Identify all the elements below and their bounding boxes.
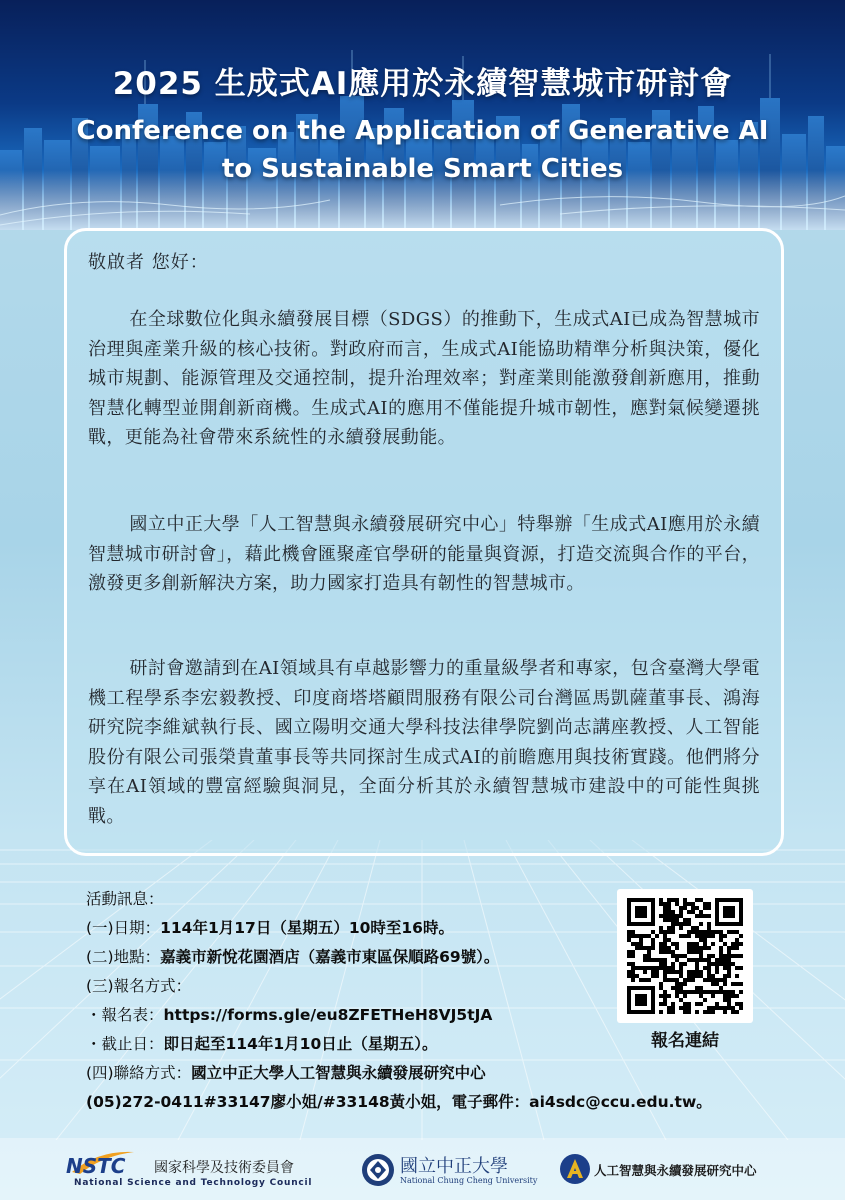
venue-label: (二)地點： xyxy=(86,948,161,966)
venue-value: 嘉義市新悅花園酒店（嘉義市東區保順路69號）。 xyxy=(160,948,500,966)
greeting: 敬啟者 您好： xyxy=(88,252,209,273)
ai4sdc-emblem-icon xyxy=(558,1152,592,1186)
deadline-label: ・截止日： xyxy=(86,1035,164,1053)
ai4sdc-logo xyxy=(558,1150,788,1190)
nstc-logo xyxy=(66,1148,346,1192)
paragraph-speakers: 研討會邀請到在AI領域具有卓越影響力的重量級學者和專家，包含臺灣大學電機工程學系李宏毅教授、印度商塔塔顧問服務有限公司台灣區馬凱薩董事長、鴻海研究院李維斌執行長、國立陽明交通大學科技法律學院劉尚志講座教授、人工智能股份有限公司張榮貴董事長等共同探討生成式AI的前瞻應用與技術實踐。他們將分享在AI領域的豐富經驗與洞見，全面分析其於永續智慧城市建設中的可能性與挑戰。 xyxy=(88,658,760,827)
nstc-name-zh: 國家科學及技術委員會 xyxy=(154,1160,294,1176)
contact-org: 國立中正大學人工智慧與永續發展研究中心 xyxy=(191,1064,486,1082)
nstc-wordmark: NSTC xyxy=(66,1154,126,1178)
paragraph-intro: 在全球數位化與永續發展目標（SDGS）的推動下，生成式AI已成為智慧城市治理與產業升級的核心技術。對政府而言，生成式AI能協助精準分析與決策，優化城市規劃、能源管理及交通控制，提升治理效率；對產業則能激發創新應用，推動智慧化轉型並開創新商機。生成式AI的應用不僅能提升城市韌性，應對氣候變遷挑戰，更能為社會帶來系統性的永續發展動能。 xyxy=(88,309,760,448)
ccu-name-en: National Chung Cheng University xyxy=(400,1176,538,1185)
qr-code-icon xyxy=(626,898,744,1014)
ccu-name-zh: 國立中正大學 xyxy=(400,1156,508,1177)
conference-title-en: Conference on the Application of Generative AI to Sustainable Smart Cities xyxy=(76,116,769,184)
date-label: (一)日期： xyxy=(86,919,161,937)
nstc-name-en: National Science and Technology Council xyxy=(74,1178,313,1188)
qr-label: 報名連結 xyxy=(651,1031,719,1051)
contact-row xyxy=(86,1059,786,1088)
deadline-value: 即日起至114年1月10日止（星期五）。 xyxy=(163,1035,438,1053)
date-value: 114年1月17日（星期五）10時至16時。 xyxy=(160,919,454,937)
register-form-link[interactable]: https://forms.gle/eu8ZFETHeH8VJ5tJA xyxy=(163,1006,493,1024)
paragraph-organizer: 國立中正大學「人工智慧與永續發展研究中心」特舉辦「生成式AI應用於永續智慧城市研討會」，藉此機會匯聚產官學研的能量與資源，打造交流與合作的平台，激發更多創新解決方案，助力國家打造具有韌性的智慧城市。 xyxy=(88,514,760,594)
contact-detail[interactable]: (05)272-0411#33147廖小姐/#33148黃小姐，電子郵件：ai4sdc@ccu.edu.tw。 xyxy=(86,1093,712,1111)
conference-title-zh: 2025 生成式AI應用於永續智慧城市研討會 xyxy=(112,66,733,102)
header-banner xyxy=(0,0,845,230)
contact-label: (四)聯絡方式： xyxy=(86,1064,192,1082)
ai4sdc-name-zh: 人工智慧與永續發展研究中心 xyxy=(594,1163,757,1178)
ccu-emblem-icon xyxy=(360,1152,396,1188)
ccu-logo xyxy=(360,1150,538,1192)
event-info-heading: 活動訊息： xyxy=(86,890,164,908)
register-method-label: (三)報名方式： xyxy=(86,977,192,995)
form-label: ・報名表： xyxy=(86,1006,164,1024)
registration-qr-code[interactable] xyxy=(617,889,753,1023)
